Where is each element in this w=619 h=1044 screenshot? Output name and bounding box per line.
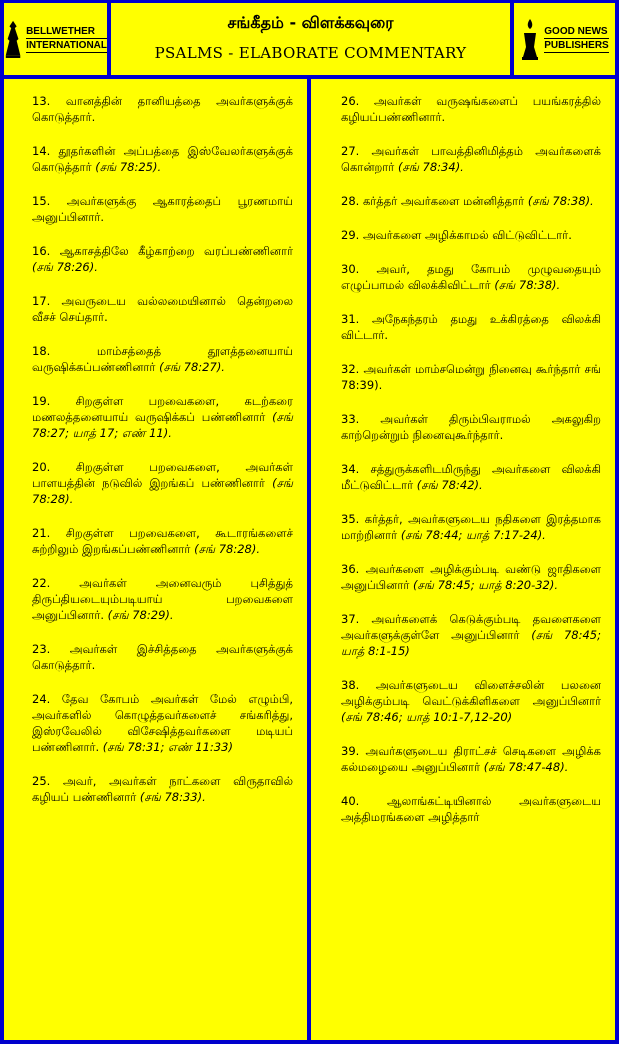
commentary-entry <box>32 93 293 125</box>
english-title: PSALMS - ELABORATE COMMENTARY <box>154 44 467 62</box>
entry-text: 28. கர்த்தர் அவர்களை மன்னித்தார் <box>341 194 525 208</box>
scripture-reference: (சங் 78:45; யாத் 8:20-32). <box>413 578 559 592</box>
left-logo-line2: INTERNATIONAL <box>26 40 107 51</box>
entry-text: 17. அவருடைய வல்லமையினால் தென்றலை வீசச் செய்தார். <box>32 294 293 324</box>
entry-text: 33. அவர்கள் திரும்பிவராமல் அகலுகிற காற்றென்றும் நினைவுகூர்ந்தார். <box>341 412 601 442</box>
commentary-entry <box>32 525 293 557</box>
commentary-entry <box>341 143 601 175</box>
commentary-entry <box>341 311 601 343</box>
scripture-reference: (சங் 78:27; யாத் 17; எண் 11). <box>32 410 293 440</box>
commentary-entry <box>341 743 601 775</box>
entry-text: 27. அவர்கள் பாவத்தினிமித்தம் அவர்களைக் கொன்றார் <box>341 144 601 174</box>
scripture-reference: (சங் 78:33). <box>139 790 206 804</box>
entry-text: 32. அவர்கள் மாம்சமென்று நினைவு கூர்ந்தார் சங் 78:39). <box>341 362 601 392</box>
commentary-entry <box>32 143 293 175</box>
entry-text: 19. சிறகுள்ள பறவைகளை, கடற்கரை மணலத்தனையாய் வருஷிக்கப் பண்ணினார் <box>32 394 293 424</box>
scripture-reference: (சங் 78:34). <box>397 160 464 174</box>
tamil-title: சங்கீதம் - விளக்கவுரை <box>227 13 394 32</box>
entry-text: 37. அவர்களைக் கெடுக்கும்படி தவளைகளை அவர்களுக்குள்ளே அனுப்பினார் <box>341 612 601 642</box>
scripture-reference: (சங் 78:38). <box>494 278 561 292</box>
scripture-reference: (சங் 78:28). <box>194 542 260 556</box>
scripture-reference: (சங் 78:31; எண் 11:33) <box>102 740 233 754</box>
scripture-reference: (சங் 78:46; யாத் 10:1-7,12-20) <box>341 710 513 724</box>
entry-text: 34. சத்துருக்களிடமிருந்து அவர்களை விலக்கி மீட்டுவிட்டார் <box>341 462 601 492</box>
entry-text: 15. அவர்களுக்கு ஆகாரத்தைப் பூரணமாய் அனுப்பினார். <box>32 194 293 224</box>
scripture-reference: (சங் 78:44; யாத் 7:17-24). <box>400 528 546 542</box>
left-logo-line1: BELLWETHER <box>26 25 107 39</box>
good-news-logo <box>514 3 615 75</box>
right-logo-line1: GOOD NEWS <box>544 26 608 37</box>
scripture-reference: (சங் 78:26). <box>32 260 98 274</box>
commentary-entry <box>341 611 601 659</box>
entry-text: 23. அவர்கள் இச்சித்ததை அவர்களுக்குக் கொடுத்தார். <box>32 642 293 672</box>
commentary-entry <box>32 293 293 325</box>
commentary-entry <box>341 561 601 593</box>
commentary-entry <box>32 393 293 441</box>
entry-text: 14. தூதர்களின் அப்பத்தை இஸ்வேலர்களுக்குக் கொடுத்தார் <box>32 144 293 174</box>
page-header <box>111 3 510 75</box>
entry-text: 24. தேவ கோபம் அவர்கள் மேல் எழும்பி, அவர்களில் கொழுத்தவர்களைச் சங்கரித்து, இஸ்ரவேலில் விசேஷித்தவர்களை மடியப் பண்ணினார். <box>32 692 293 754</box>
entry-text: 18. மாம்சத்தைத் தூளத்தனையாய் வருஷிக்கப்பண்ணினார் <box>32 344 293 374</box>
commentary-entry <box>341 677 601 725</box>
entry-text: 35. கர்த்தர், அவர்களுடைய நதிகளை இரத்தமாக மாற்றினார் <box>341 512 601 542</box>
commentary-entry <box>341 261 601 293</box>
entry-text: 20. சிறகுள்ள பறவைகளை, அவர்கள் பாளயத்தின் நடுவில் இறங்கப் பண்ணினார் <box>32 460 293 490</box>
commentary-entry <box>32 773 293 805</box>
commentary-entry <box>32 343 293 375</box>
entry-text: 39. அவர்களுடைய திராட்சச் செடிகளை அழிக்க கல்மழையை அனுப்பினார் <box>341 744 601 774</box>
commentary-entry <box>341 193 601 209</box>
bellwether-logo <box>4 3 107 75</box>
scripture-reference: (சங் 78:28). <box>32 476 294 506</box>
left-column <box>4 79 307 1040</box>
entry-text: 16. ஆகாசத்திலே கீழ்காற்றை வரப்பண்ணினார் <box>32 244 293 258</box>
scripture-reference: (சங் 78:25). <box>95 160 162 174</box>
entry-text: 25. அவர், அவர்கள் நாட்களை விருதாவில் கழியப் பண்ணினார் <box>32 774 293 804</box>
scripture-reference: (சங் 78:27). <box>159 360 225 374</box>
commentary-entry <box>341 361 601 393</box>
commentary-entry <box>341 93 601 125</box>
bell-ram-icon <box>4 17 22 61</box>
entry-text: 31. அநேகந்தரம் தமது உக்கிரத்தை விலக்கி விட்டார். <box>341 312 601 342</box>
commentary-entry <box>32 459 293 507</box>
entry-text: 40. ஆலாங்கட்டியினால் அவர்களுடைய அத்திமரங்களை அழித்தார் <box>341 794 601 824</box>
scripture-reference: (சங் 78:38). <box>527 194 594 208</box>
scripture-reference: (சங் 78:29). <box>107 608 174 622</box>
entry-text: 22. அவர்கள் அனைவரும் புசித்துத் திருப்தியடையும்படியாய் பறவைகளை அனுப்பினார். <box>32 576 293 622</box>
commentary-entry <box>32 193 293 225</box>
entry-text: 13. வானத்தின் தானியத்தை அவர்களுக்குக் கொடுத்தார். <box>32 94 293 124</box>
entry-text: 30. அவர், தமது கோபம் முழுவதையும் எழுப்பாமல் விலக்கிவிட்டார் <box>341 262 601 292</box>
scripture-reference: (சங் 78:47-48). <box>483 760 569 774</box>
entry-text: 29. அவர்களை அழிக்காமல் விட்டுவிட்டார். <box>341 228 572 242</box>
commentary-entry <box>32 691 293 755</box>
commentary-entry <box>32 641 293 673</box>
commentary-entry <box>341 227 601 243</box>
right-column <box>311 79 615 1040</box>
entry-text: 38. அவர்களுடைய விளைச்சலின் பலனை அழிக்கும்படி வெட்டுக்கிளிகளை அனுப்பினார் <box>341 678 601 708</box>
commentary-entry <box>341 793 601 825</box>
commentary-entry <box>32 243 293 275</box>
scripture-reference: (சங் 78:42). <box>416 478 483 492</box>
entry-text: 26. அவர்கள் வருஷங்களைப் பயங்கரத்தில் கழியப்பண்ணினார். <box>341 94 601 124</box>
scripture-reference: (சங் 78:45; யாத் 8:1-15) <box>341 628 601 658</box>
lamp-icon <box>520 17 540 61</box>
commentary-entry <box>341 511 601 543</box>
entry-text: 36. அவர்களை அழிக்கும்படி வண்டு ஜாதிகளை அனுப்பினார் <box>341 562 601 592</box>
entry-text: 21. சிறகுள்ள பறவைகளை, கூடாரங்களைச் சுற்றிலும் இறங்கப்பண்ணினார் <box>32 526 293 556</box>
commentary-entry <box>341 411 601 443</box>
commentary-entry <box>341 461 601 493</box>
commentary-entry <box>32 575 293 623</box>
right-logo-line2: PUBLISHERS <box>544 40 609 51</box>
